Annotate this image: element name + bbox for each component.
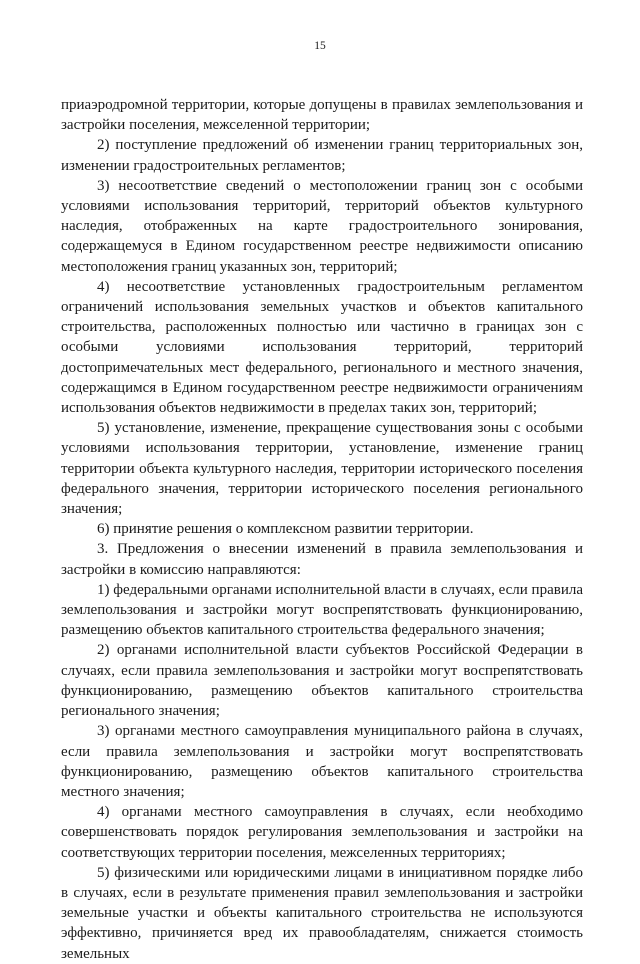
paragraph: 3) органами местного самоуправления муниципального района в случаях, если правила землепользования и застройки могут воспрепятствовать функционированию, размещению объектов капитального строительства местного значения; xyxy=(61,723,583,800)
paragraph: 4) несоответствие установленных градостроительным регламентом ограничений использования земельных участков и объектов капитального строительства, расположенных полностью или частично в границах зон с особыми условиями использования территорий, территорий достопримечательных мест федерального, регионального и местного значения, содержащимся в Едином государственном реестре недвижимости ограничениям использования объектов недвижимости в пределах таких зон, территорий; xyxy=(61,278,583,417)
document-body xyxy=(61,95,583,964)
paragraph: 1) федеральными органами исполнительной власти в случаях, если правила землепользования и застройки могут воспрепятствовать функционированию, размещению объектов капитального строительства федерального значения; xyxy=(61,581,583,639)
paragraph: 5) физическими или юридическими лицами в инициативном порядке либо в случаях, если в результате применения правил землепользования и застройки земельные участки и объекты капитального строительства не используются эффективно, причиняется вред их правообладателям, снижается стоимость земельных xyxy=(61,864,583,962)
paragraph: 3) несоответствие сведений о местоположении границ зон с особыми условиями использования территорий, территорий объектов культурного наследия, отображенных на карте градостроительного зонирования, содержащемуся в Едином государственном реестре недвижимости описанию местоположения границ указанных зон, территорий; xyxy=(61,177,583,275)
paragraph: 2) органами исполнительной власти субъектов Российской Федерации в случаях, если правила землепользования и застройки могут воспрепятствовать функционированию, размещению объектов капитального строительства регионального значения; xyxy=(61,642,583,720)
paragraph: 6) принятие решения о комплексном развитии территории. xyxy=(97,521,474,538)
paragraph: 4) органами местного самоуправления в случаях, если необходимо совершенствовать порядок регулирования землепользования и застройки на соответствующих территории поселения, межселенных территориях; xyxy=(61,804,583,861)
page-number: 15 xyxy=(314,40,326,52)
paragraph: 3. Предложения о внесении изменений в правила землепользования и застройки в комиссию направляются: xyxy=(61,541,583,578)
paragraph: 5) установление, изменение, прекращение существования зоны с особыми условиями использования территории, установление, изменение границ территории объекта культурного наследия, территории исторического поселения федерального значения, территории исторического поселения регионального значения; xyxy=(61,420,583,518)
paragraph: приаэродромной территории, которые допущены в правилах землепользования и застройки поселения, межселенной территории; xyxy=(61,97,583,134)
paragraph: 2) поступление предложений об изменении границ территориальных зон, изменении градостроительных регламентов; xyxy=(61,137,583,174)
